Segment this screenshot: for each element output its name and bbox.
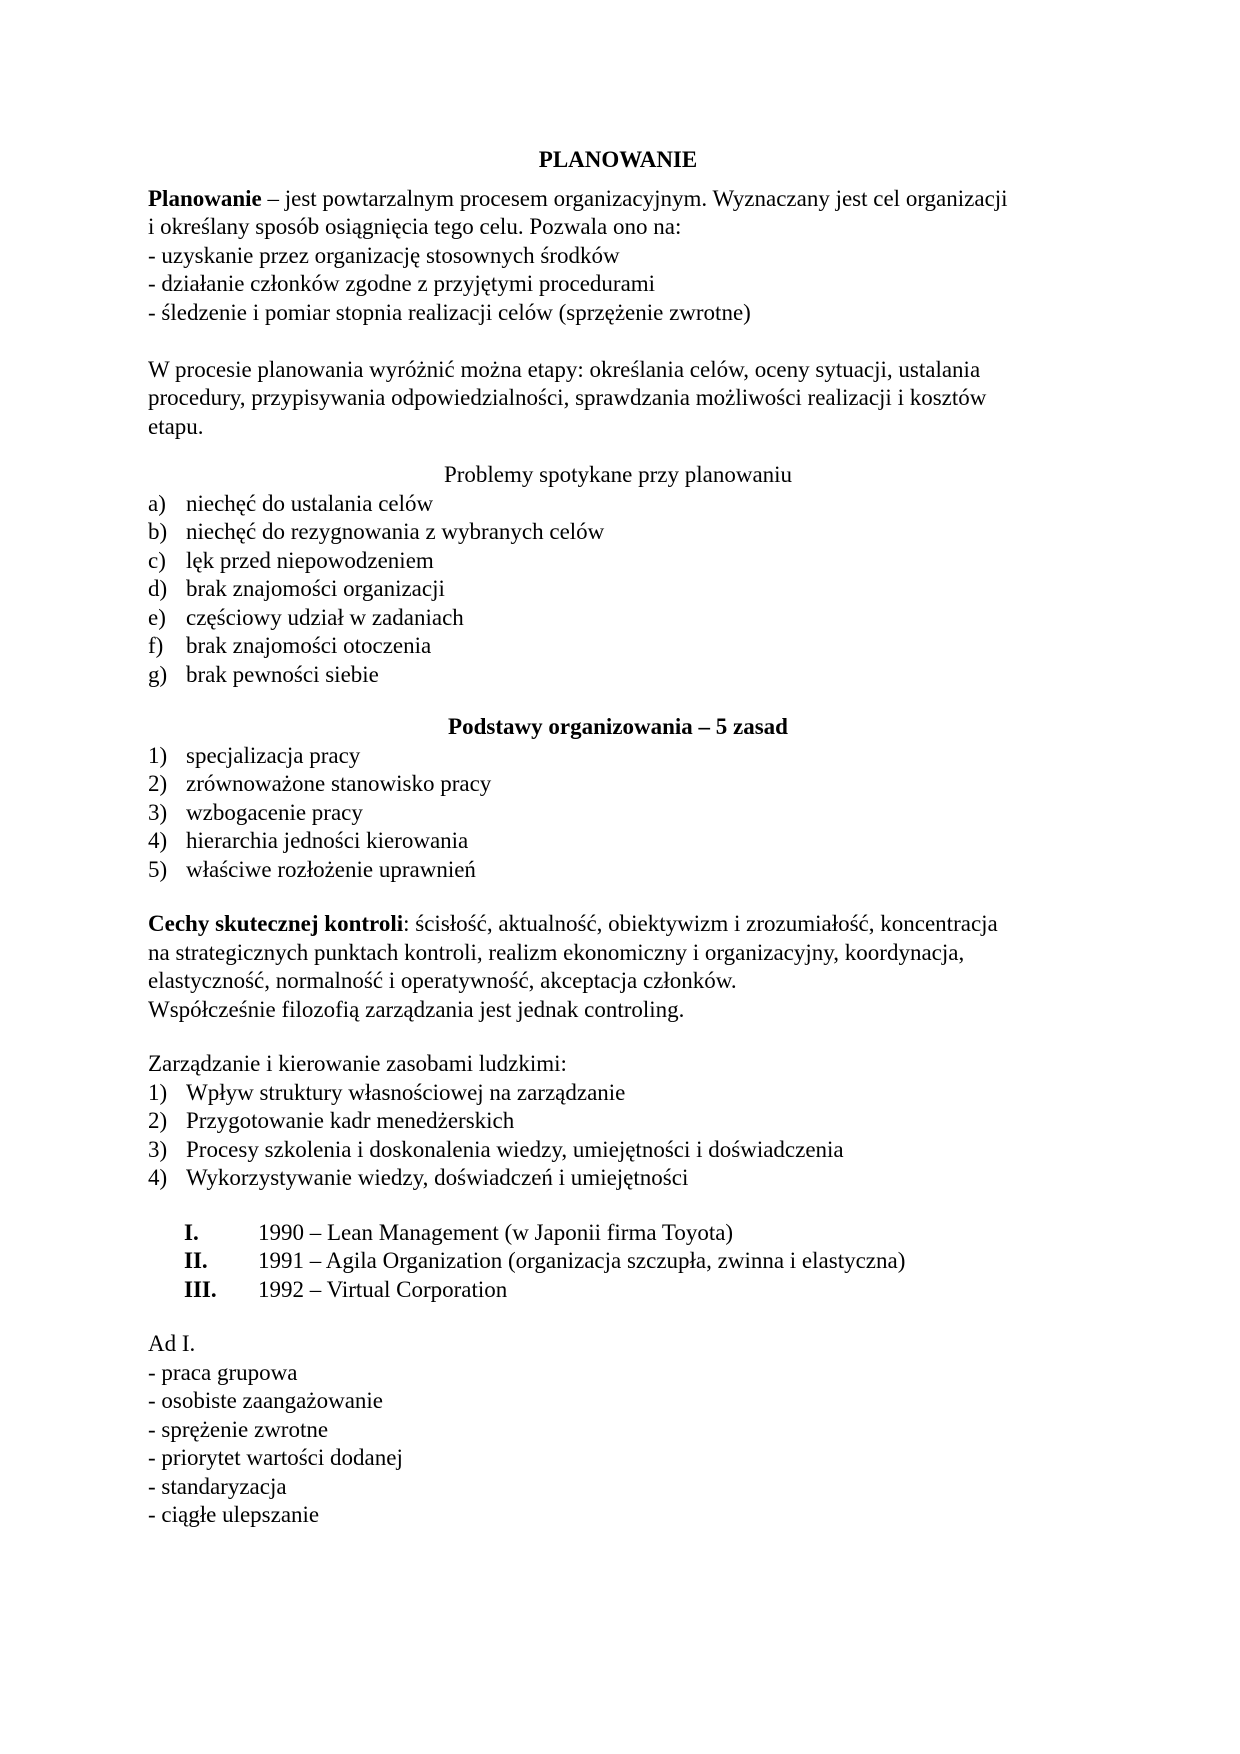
list-item: - priorytet wartości dodanej	[148, 1445, 403, 1470]
list-item	[148, 632, 1088, 661]
list-item-text: Wpływ struktury własnościowej na zarządzanie	[186, 1079, 626, 1105]
list-marker: 2)	[148, 771, 168, 796]
list-item	[148, 799, 1088, 828]
list-marker: 2)	[148, 1108, 168, 1133]
intro-bullet: - uzyskanie przez organizację stosownych środków	[148, 242, 620, 268]
intro-term: Planowanie	[148, 185, 262, 211]
stages-paragraph	[148, 356, 1088, 442]
list-item	[148, 547, 1088, 576]
principles-heading: Podstawy organizowania – 5 zasad	[448, 714, 788, 739]
list-item: - praca grupowa	[148, 1359, 298, 1385]
list-item	[148, 1136, 1088, 1165]
list-marker: c)	[148, 547, 166, 573]
list-item-text: lęk przed niepowodzeniem	[186, 547, 434, 573]
roman-marker: I.	[184, 1219, 199, 1245]
control-text-line1: : ścisłość, aktualność, obiektywizm i zrozumiałość, koncentracja	[403, 911, 998, 936]
list-item-text: 1991 – Agila Organization (organizacja szczupła, zwinna i elastyczna)	[258, 1248, 906, 1273]
intro-text-line1: – jest powtarzalnym procesem organizacyjnym. Wyznaczany jest cel organizacji	[261, 185, 1008, 211]
list-item	[148, 518, 1088, 547]
list-item-text: brak znajomości organizacji	[186, 576, 445, 601]
list-item-text: niechęć do rezygnowania z wybranych celów	[186, 519, 605, 544]
list-item	[148, 1107, 1088, 1136]
stages-line: W procesie planowania wyróżnić można etapy: określania celów, oceny sytuacji, ustalania	[148, 356, 981, 382]
list-item	[148, 742, 1088, 771]
intro-text-line2: i określany sposób osiągnięcia tego celu. Pozwala ono na:	[148, 214, 682, 239]
control-paragraph	[148, 910, 1088, 1024]
list-marker: 3)	[148, 799, 168, 825]
list-item	[148, 1276, 1088, 1305]
list-item-text: właściwe rozłożenie uprawnień	[186, 856, 476, 882]
list-item	[148, 1247, 1088, 1276]
list-item: - osobiste zaangażowanie	[148, 1388, 384, 1413]
list-item	[148, 827, 1088, 856]
list-marker: f)	[148, 633, 164, 658]
page-title: PLANOWANIE	[538, 147, 698, 172]
hr-heading: Zarządzanie i kierowanie zasobami ludzkimi:	[148, 1051, 567, 1076]
list-item-text: częściowy udział w zadaniach	[186, 604, 464, 630]
control-line: Współcześnie filozofią zarządzania jest jednak controling.	[148, 996, 685, 1022]
list-marker: e)	[148, 604, 166, 630]
list-item-text: 1992 – Virtual Corporation	[258, 1276, 508, 1302]
list-marker: 1)	[148, 1079, 168, 1105]
list-item-text: specjalizacja pracy	[186, 742, 361, 768]
list-item	[148, 1079, 1088, 1108]
principles-list	[148, 742, 1088, 885]
list-item-text: Przygotowanie kadr menedżerskich	[186, 1108, 515, 1133]
intro-bullet: - śledzenie i pomiar stopnia realizacji celów (sprzężenie zwrotne)	[148, 299, 751, 325]
list-item	[148, 575, 1088, 604]
list-marker: 4)	[148, 828, 168, 853]
concepts-list	[148, 1219, 1088, 1305]
list-item-text: Procesy szkolenia i doskonalenia wiedzy, umiejętności i doświadczenia	[186, 1136, 844, 1162]
list-item	[148, 661, 1088, 690]
list-item-text: Wykorzystywanie wiedzy, doświadczeń i umiejętności	[186, 1165, 689, 1190]
control-term: Cechy skutecznej kontroli	[148, 911, 404, 936]
list-item-text: zrównoważone stanowisko pracy	[186, 771, 492, 796]
stages-line: procedury, przypisywania odpowiedzialności, sprawdzania możliwości realizacji i kosztów	[148, 385, 987, 410]
list-item-text: 1990 – Lean Management (w Japonii firma Toyota)	[258, 1219, 734, 1245]
list-marker: 5)	[148, 856, 168, 882]
roman-marker: II.	[184, 1248, 208, 1273]
intro-bullet: - działanie członków zgodne z przyjętymi procedurami	[148, 271, 656, 296]
problems-heading: Problemy spotykane przy planowaniu	[443, 462, 793, 487]
problems-list	[148, 490, 1088, 690]
list-item	[148, 604, 1088, 633]
list-marker: d)	[148, 576, 168, 601]
list-item	[148, 856, 1088, 885]
list-item: - ciągłe ulepszanie	[148, 1502, 320, 1527]
ad1-heading: Ad I.	[148, 1331, 196, 1356]
stages-line: etapu.	[148, 413, 204, 439]
list-item-text: brak pewności siebie	[186, 661, 379, 687]
roman-marker: III.	[184, 1276, 217, 1302]
list-item	[148, 770, 1088, 799]
ad1-list	[148, 1359, 1088, 1530]
list-marker: 1)	[148, 742, 168, 768]
list-item: - standaryzacja	[148, 1473, 287, 1499]
list-marker: b)	[148, 519, 168, 544]
list-item-text: brak znajomości otoczenia	[186, 633, 432, 658]
list-item-text: wzbogacenie pracy	[186, 799, 363, 825]
list-marker: g)	[148, 661, 168, 687]
list-marker: a)	[148, 490, 166, 516]
hr-list	[148, 1079, 1088, 1193]
control-line: na strategicznych punktach kontroli, realizm ekonomiczny i organizacyjny, koordynacja,	[148, 939, 965, 965]
control-line: elastyczność, normalność i operatywność, akceptacja członków.	[148, 968, 737, 993]
intro-paragraph	[148, 185, 1088, 328]
list-marker: 3)	[148, 1136, 168, 1162]
document-page	[148, 146, 1088, 1530]
list-item-text: niechęć do ustalania celów	[186, 490, 434, 516]
list-marker: 4)	[148, 1165, 168, 1190]
list-item-text: hierarchia jedności kierowania	[186, 828, 469, 853]
list-item	[148, 1219, 1088, 1248]
list-item: - sprężenie zwrotne	[148, 1416, 329, 1442]
list-item	[148, 1164, 1088, 1193]
list-item	[148, 490, 1088, 519]
